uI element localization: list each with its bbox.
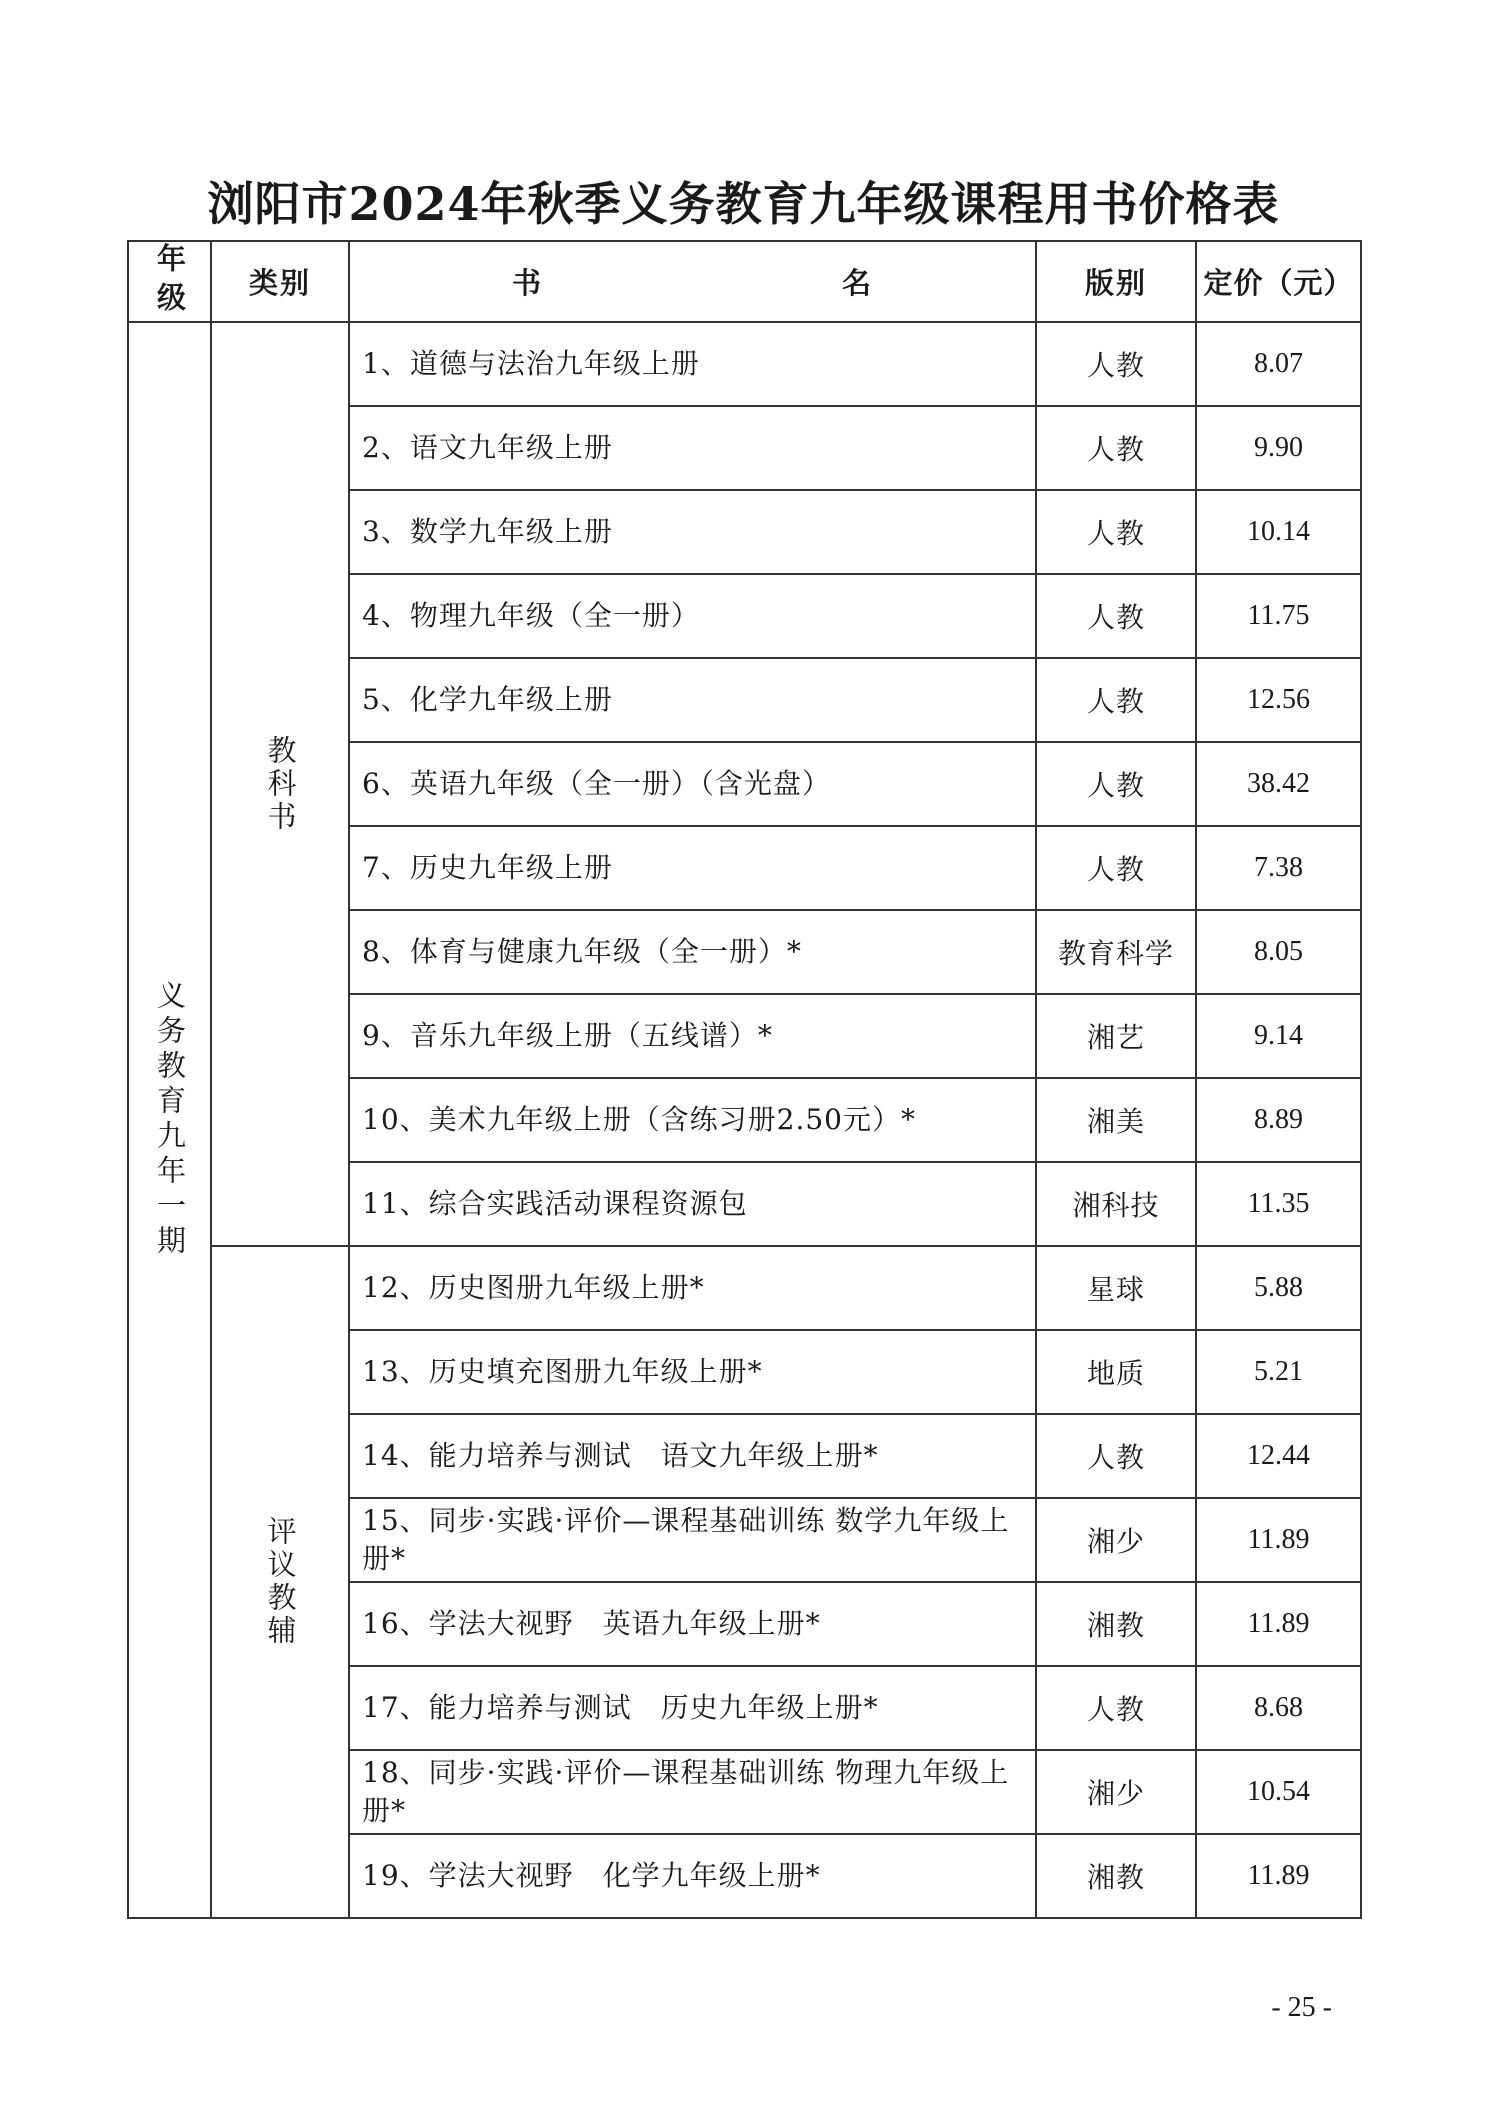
book-publisher: 湘美 [1036,1078,1196,1162]
book-publisher: 教育科学 [1036,910,1196,994]
book-price: 5.88 [1196,1246,1361,1330]
book-publisher: 星球 [1036,1246,1196,1330]
book-name: 10、美术九年级上册（含练习册2.50元）* [349,1078,1036,1162]
book-name: 16、学法大视野 英语九年级上册* [349,1582,1036,1666]
book-price: 9.14 [1196,994,1361,1078]
book-price: 11.89 [1196,1582,1361,1666]
book-publisher: 人教 [1036,406,1196,490]
book-name: 1、道德与法治九年级上册 [349,322,1036,406]
book-price: 9.90 [1196,406,1361,490]
book-price: 8.05 [1196,910,1361,994]
book-publisher: 人教 [1036,658,1196,742]
book-publisher: 人教 [1036,574,1196,658]
book-publisher: 人教 [1036,490,1196,574]
book-name: 18、同步·实践·评价—课程基础训练 物理九年级上册* [349,1750,1036,1834]
book-name: 4、物理九年级（全一册） [349,574,1036,658]
book-publisher: 人教 [1036,742,1196,826]
book-price: 7.38 [1196,826,1361,910]
price-table [127,240,1362,1919]
book-price: 10.54 [1196,1750,1361,1834]
book-name: 7、历史九年级上册 [349,826,1036,910]
book-publisher: 人教 [1036,826,1196,910]
book-price: 11.35 [1196,1162,1361,1246]
table-row [128,322,1361,406]
book-name: 13、历史填充图册九年级上册* [349,1330,1036,1414]
book-name: 17、能力培养与测试 历史九年级上册* [349,1666,1036,1750]
book-name: 14、能力培养与测试 语文九年级上册* [349,1414,1036,1498]
header-name-part2: 名 [841,266,873,300]
header-grade [128,241,211,322]
book-publisher: 湘科技 [1036,1162,1196,1246]
book-publisher: 人教 [1036,322,1196,406]
table-row [128,1246,1361,1330]
book-publisher: 湘少 [1036,1498,1196,1582]
book-publisher: 湘教 [1036,1582,1196,1666]
book-name: 19、学法大视野 化学九年级上册* [349,1834,1036,1918]
book-name: 2、语文九年级上册 [349,406,1036,490]
book-name: 3、数学九年级上册 [349,490,1036,574]
table-header-row [128,241,1361,322]
book-price: 8.68 [1196,1666,1361,1750]
book-publisher: 人教 [1036,1666,1196,1750]
book-price: 11.89 [1196,1834,1361,1918]
book-name: 9、音乐九年级上册（五线谱）* [349,994,1036,1078]
book-price: 38.42 [1196,742,1361,826]
book-publisher: 人教 [1036,1414,1196,1498]
book-price: 5.21 [1196,1330,1361,1414]
book-price: 8.07 [1196,322,1361,406]
category-cell-supplementary [211,1246,349,1918]
header-publisher: 版别 [1036,241,1196,322]
book-name: 12、历史图册九年级上册* [349,1246,1036,1330]
grade-label: 义务教育九年一期 [153,980,187,1260]
page-number: - 25 - [1271,1992,1332,2023]
book-price: 12.56 [1196,658,1361,742]
grade-cell [128,322,211,1918]
book-price: 12.44 [1196,1414,1361,1498]
book-name: 6、英语九年级（全一册）（含光盘） [349,742,1036,826]
category-label-supplementary: 评议教辅 [263,1516,298,1648]
category-cell-textbook [211,322,349,1246]
book-name: 8、体育与健康九年级（全一册）* [349,910,1036,994]
book-publisher: 湘少 [1036,1750,1196,1834]
page-title: 浏阳市2024年秋季义务教育九年级课程用书价格表 [207,177,1280,231]
header-name-part1: 书 [511,266,543,300]
book-price: 11.89 [1196,1498,1361,1582]
category-label-textbook: 教科书 [263,734,298,834]
book-price: 11.75 [1196,574,1361,658]
header-category: 类别 [211,241,349,322]
header-name [349,241,1036,322]
book-publisher: 湘教 [1036,1834,1196,1918]
book-publisher: 地质 [1036,1330,1196,1414]
book-name: 15、同步·实践·评价—课程基础训练 数学九年级上册* [349,1498,1036,1582]
book-publisher: 湘艺 [1036,994,1196,1078]
book-price: 10.14 [1196,490,1361,574]
header-price: 定价（元） [1196,241,1361,322]
book-name: 5、化学九年级上册 [349,658,1036,742]
book-price: 8.89 [1196,1078,1361,1162]
book-name: 11、综合实践活动课程资源包 [349,1162,1036,1246]
header-grade-label: 年级 [153,242,187,321]
